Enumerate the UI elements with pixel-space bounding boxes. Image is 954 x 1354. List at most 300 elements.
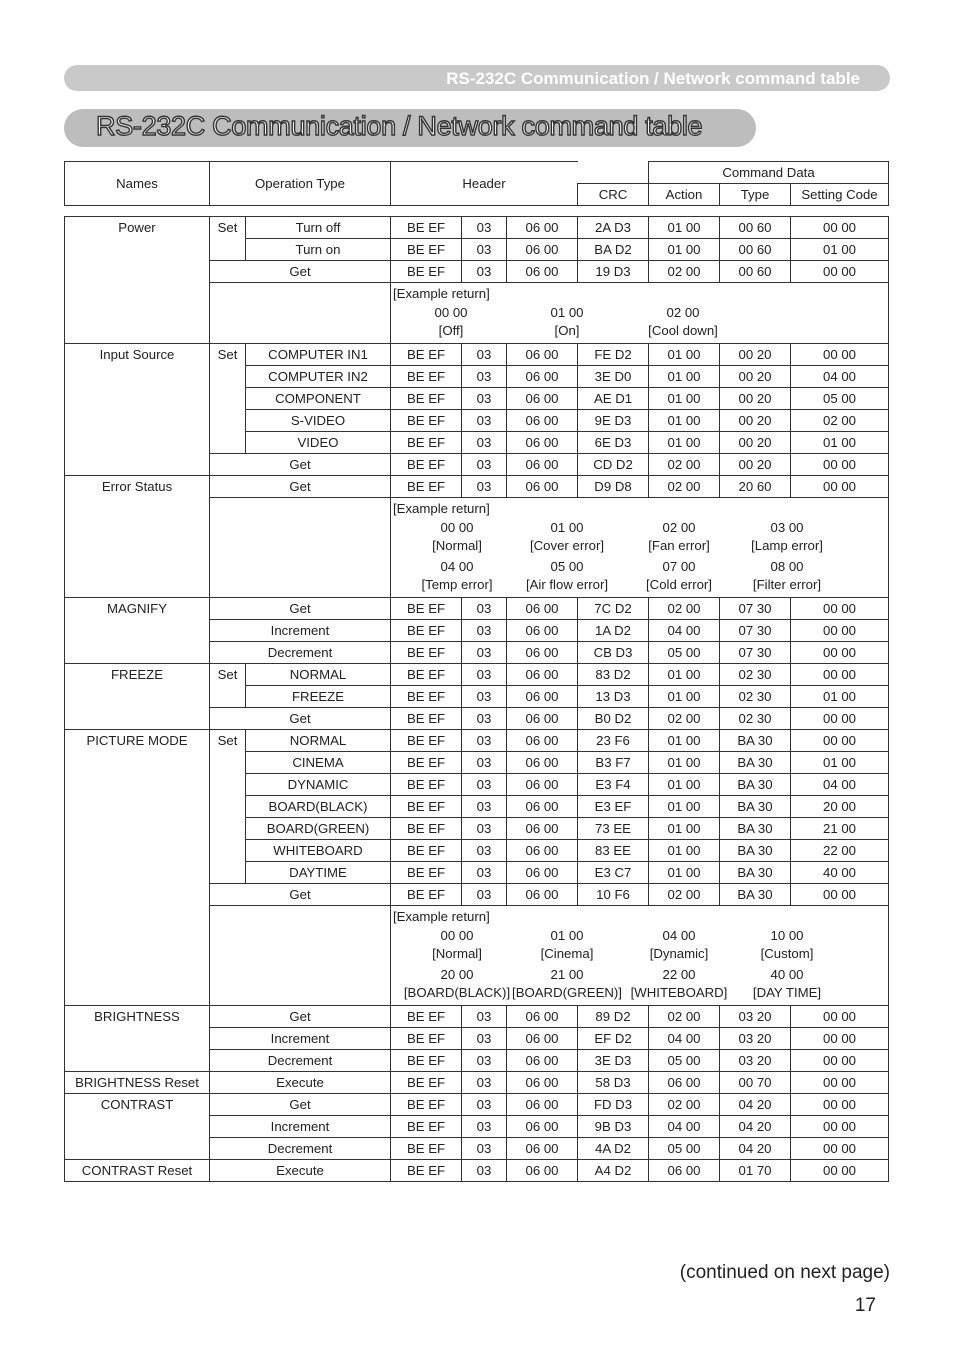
operation-label: DAYTIME — [246, 862, 391, 884]
setting-code-value: 00 00 — [791, 1116, 889, 1138]
header-byte: 03 — [462, 1072, 507, 1094]
crc-value: E3 F4 — [578, 774, 649, 796]
set-label: Set — [210, 664, 246, 708]
example-desc: [BOARD(GREEN)] — [512, 985, 622, 1000]
example-code: 00 00 — [440, 520, 474, 535]
type-value: 00 60 — [720, 261, 791, 283]
type-value: BA 30 — [720, 796, 791, 818]
example-desc: [Temp error] — [421, 577, 493, 592]
example-code: 00 00 — [440, 928, 474, 943]
header-byte: 03 — [462, 840, 507, 862]
header-byte: BE EF — [391, 840, 462, 862]
example-return-item — [717, 519, 857, 555]
header-byte: 06 00 — [507, 1006, 578, 1028]
col-setting-code: Setting Code — [791, 184, 889, 206]
type-value: 00 60 — [720, 239, 791, 261]
type-value: BA 30 — [720, 818, 791, 840]
action-value: 04 00 — [649, 1028, 720, 1050]
operation-label: Get — [210, 1094, 391, 1116]
header-byte: 06 00 — [507, 1050, 578, 1072]
example-code: 21 00 — [550, 967, 584, 982]
header-byte: 06 00 — [507, 217, 578, 239]
example-code: 22 00 — [662, 967, 696, 982]
header-byte: 06 00 — [507, 818, 578, 840]
header-byte: 03 — [462, 708, 507, 730]
setting-code-value: 01 00 — [791, 432, 889, 454]
header-byte: 06 00 — [507, 730, 578, 752]
header-byte: 06 00 — [507, 388, 578, 410]
type-value: 03 20 — [720, 1006, 791, 1028]
action-value: 02 00 — [649, 598, 720, 620]
type-value: 00 60 — [720, 217, 791, 239]
operation-label: Get — [210, 454, 391, 476]
header-byte: 03 — [462, 818, 507, 840]
header-byte: BE EF — [391, 1160, 462, 1182]
header-byte: BE EF — [391, 454, 462, 476]
setting-code-value: 40 00 — [791, 862, 889, 884]
operation-label: Increment — [210, 1028, 391, 1050]
action-value: 04 00 — [649, 1116, 720, 1138]
table-row — [65, 1094, 889, 1116]
page-title: RS-232C Communication / Network command table — [96, 111, 703, 141]
setting-code-value: 00 00 — [791, 261, 889, 283]
type-value: 20 60 — [720, 476, 791, 498]
example-desc: [Cover error] — [529, 538, 604, 553]
operation-label: Execute — [210, 1160, 391, 1182]
example-return-item — [717, 558, 857, 594]
type-value: BA 30 — [720, 862, 791, 884]
setting-code-value: 00 00 — [791, 708, 889, 730]
example-code: 08 00 — [770, 559, 804, 574]
col-action: Action — [649, 184, 720, 206]
crc-value: 4A D2 — [578, 1138, 649, 1160]
example-desc: [Custom] — [760, 946, 814, 961]
action-value: 01 00 — [649, 388, 720, 410]
header-byte: 03 — [462, 774, 507, 796]
header-byte: BE EF — [391, 620, 462, 642]
header-byte: 06 00 — [507, 476, 578, 498]
header-byte: BE EF — [391, 366, 462, 388]
header-byte: BE EF — [391, 217, 462, 239]
header-byte: 03 — [462, 1138, 507, 1160]
type-value: 07 30 — [720, 620, 791, 642]
type-value: BA 30 — [720, 774, 791, 796]
action-value: 02 00 — [649, 1094, 720, 1116]
header-byte: BE EF — [391, 1006, 462, 1028]
example-return-item — [717, 927, 857, 963]
crc-value: BA D2 — [578, 239, 649, 261]
crc-value: D9 D8 — [578, 476, 649, 498]
header-byte: 06 00 — [507, 366, 578, 388]
example-desc: [Off] — [438, 323, 464, 338]
header-byte: 03 — [462, 1006, 507, 1028]
operation-label: VIDEO — [246, 432, 391, 454]
command-name: MAGNIFY — [65, 598, 210, 664]
setting-code-value: 04 00 — [791, 366, 889, 388]
setting-code-value: 01 00 — [791, 239, 889, 261]
operation-label: Get — [210, 708, 391, 730]
header-byte: 06 00 — [507, 344, 578, 366]
operation-label: Get — [210, 598, 391, 620]
header-byte: BE EF — [391, 730, 462, 752]
action-value: 02 00 — [649, 476, 720, 498]
example-code: 20 00 — [440, 967, 474, 982]
action-value: 01 00 — [649, 410, 720, 432]
operation-label: Get — [210, 1006, 391, 1028]
setting-code-value: 20 00 — [791, 796, 889, 818]
header-byte: 06 00 — [507, 1160, 578, 1182]
command-name: Input Source — [65, 344, 210, 476]
example-desc: [DAY TIME] — [752, 985, 822, 1000]
command-table — [64, 216, 889, 1182]
example-return — [391, 906, 889, 1006]
header-byte: 03 — [462, 686, 507, 708]
crc-value: FD D3 — [578, 1094, 649, 1116]
header-byte: 03 — [462, 752, 507, 774]
operation-label: Increment — [210, 1116, 391, 1138]
header-byte: 06 00 — [507, 862, 578, 884]
crc-value: E3 C7 — [578, 862, 649, 884]
crc-value: 73 EE — [578, 818, 649, 840]
type-value: 02 30 — [720, 664, 791, 686]
example-desc: [Normal] — [432, 946, 482, 961]
header-byte: BE EF — [391, 1116, 462, 1138]
header-byte: 06 00 — [507, 410, 578, 432]
command-name: Error Status — [65, 476, 210, 598]
header-byte: BE EF — [391, 884, 462, 906]
table-row — [65, 476, 889, 498]
header-byte: BE EF — [391, 410, 462, 432]
table-row — [65, 730, 889, 752]
type-value: 02 30 — [720, 708, 791, 730]
crc-value: 10 F6 — [578, 884, 649, 906]
header-byte: 06 00 — [507, 598, 578, 620]
command-name: BRIGHTNESS Reset — [65, 1072, 210, 1094]
operation-label: Decrement — [210, 1050, 391, 1072]
setting-code-value: 00 00 — [791, 1050, 889, 1072]
operation-label: CINEMA — [246, 752, 391, 774]
setting-code-value: 01 00 — [791, 686, 889, 708]
header-byte: 06 00 — [507, 708, 578, 730]
header-byte: BE EF — [391, 1028, 462, 1050]
header-byte: 03 — [462, 1116, 507, 1138]
header-byte: BE EF — [391, 261, 462, 283]
set-label: Set — [210, 344, 246, 454]
col-crc: CRC — [578, 184, 649, 206]
header-byte: 03 — [462, 664, 507, 686]
type-value: 03 20 — [720, 1028, 791, 1050]
header-byte: 06 00 — [507, 774, 578, 796]
header-byte: BE EF — [391, 1094, 462, 1116]
example-desc: [Filter error] — [752, 577, 822, 592]
operation-label: Decrement — [210, 1138, 391, 1160]
blank-cell — [210, 283, 391, 344]
type-value: BA 30 — [720, 730, 791, 752]
header-byte: 03 — [462, 884, 507, 906]
action-value: 02 00 — [649, 708, 720, 730]
header-byte: BE EF — [391, 344, 462, 366]
setting-code-value: 00 00 — [791, 1138, 889, 1160]
setting-code-value: 00 00 — [791, 344, 889, 366]
table-row — [65, 1006, 889, 1028]
setting-code-value: 02 00 — [791, 410, 889, 432]
setting-code-value: 00 00 — [791, 620, 889, 642]
type-value: 00 20 — [720, 344, 791, 366]
header-byte: 06 00 — [507, 432, 578, 454]
action-value: 01 00 — [649, 862, 720, 884]
header-byte: 06 00 — [507, 884, 578, 906]
header-byte: BE EF — [391, 774, 462, 796]
crc-value: 19 D3 — [578, 261, 649, 283]
crc-value: 2A D3 — [578, 217, 649, 239]
page-title-bar — [64, 109, 756, 147]
example-desc: [Fan error] — [648, 538, 710, 553]
setting-code-value: 00 00 — [791, 598, 889, 620]
crc-value: 7C D2 — [578, 598, 649, 620]
col-operation-type: Operation Type — [210, 162, 391, 206]
crc-value: A4 D2 — [578, 1160, 649, 1182]
operation-label: BOARD(BLACK) — [246, 796, 391, 818]
set-label: Set — [210, 217, 246, 261]
type-value: 00 20 — [720, 388, 791, 410]
type-value: 07 30 — [720, 598, 791, 620]
header-byte: 06 00 — [507, 1138, 578, 1160]
header-byte: 03 — [462, 730, 507, 752]
action-value: 04 00 — [649, 620, 720, 642]
example-desc: [Cinema] — [540, 946, 594, 961]
action-value: 01 00 — [649, 796, 720, 818]
header-byte: 03 — [462, 642, 507, 664]
example-desc: [Lamp error] — [751, 538, 823, 553]
type-value: 04 20 — [720, 1116, 791, 1138]
col-command-data: Command Data — [649, 162, 889, 184]
header-byte: 03 — [462, 261, 507, 283]
operation-label: COMPUTER IN2 — [246, 366, 391, 388]
page-number: 17 — [854, 1295, 876, 1316]
header-band-text: RS-232C Communication / Network command table — [446, 69, 860, 88]
header-byte: 03 — [462, 620, 507, 642]
crc-value: 6E D3 — [578, 432, 649, 454]
header-byte: BE EF — [391, 1072, 462, 1094]
action-value: 02 00 — [649, 1006, 720, 1028]
type-value: 04 20 — [720, 1094, 791, 1116]
action-value: 01 00 — [649, 818, 720, 840]
action-value: 01 00 — [649, 432, 720, 454]
operation-label: COMPUTER IN1 — [246, 344, 391, 366]
setting-code-value: 21 00 — [791, 818, 889, 840]
operation-label: Turn off — [246, 217, 391, 239]
header-byte: BE EF — [391, 752, 462, 774]
setting-code-value: 00 00 — [791, 664, 889, 686]
operation-label: Get — [210, 476, 391, 498]
example-code: 01 00 — [550, 928, 584, 943]
setting-code-value: 00 00 — [791, 1072, 889, 1094]
type-value: 03 20 — [720, 1050, 791, 1072]
table-row — [65, 344, 889, 366]
action-value: 02 00 — [649, 261, 720, 283]
crc-value: 3E D0 — [578, 366, 649, 388]
crc-value: E3 EF — [578, 796, 649, 818]
action-value: 01 00 — [649, 686, 720, 708]
blank-cell — [210, 498, 391, 598]
header-byte: BE EF — [391, 388, 462, 410]
operation-label: Get — [210, 884, 391, 906]
header-byte: 03 — [462, 1050, 507, 1072]
header-byte: 06 00 — [507, 752, 578, 774]
type-value: 00 20 — [720, 454, 791, 476]
example-return-label: [Example return] — [393, 909, 490, 924]
example-desc: [On] — [554, 323, 580, 338]
command-name: CONTRAST Reset — [65, 1160, 210, 1182]
header-byte: 06 00 — [507, 1072, 578, 1094]
setting-code-value: 00 00 — [791, 884, 889, 906]
header-band — [64, 65, 890, 91]
header-byte: 06 00 — [507, 1094, 578, 1116]
example-code: 07 00 — [662, 559, 696, 574]
table-row — [65, 1072, 889, 1094]
type-value: BA 30 — [720, 752, 791, 774]
action-value: 02 00 — [649, 884, 720, 906]
crc-value: 9E D3 — [578, 410, 649, 432]
table-row — [65, 217, 889, 239]
crc-value: 83 D2 — [578, 664, 649, 686]
header-byte: 03 — [462, 454, 507, 476]
operation-label: Decrement — [210, 642, 391, 664]
setting-code-value: 00 00 — [791, 217, 889, 239]
example-desc: [Cold error] — [646, 577, 712, 592]
header-byte: BE EF — [391, 862, 462, 884]
crc-value: CD D2 — [578, 454, 649, 476]
header-byte: 03 — [462, 1160, 507, 1182]
type-value: 00 20 — [720, 410, 791, 432]
type-value: 00 20 — [720, 432, 791, 454]
command-name: BRIGHTNESS — [65, 1006, 210, 1072]
action-value: 01 00 — [649, 366, 720, 388]
type-value: 01 70 — [720, 1160, 791, 1182]
crc-value: AE D1 — [578, 388, 649, 410]
command-name: Power — [65, 217, 210, 344]
example-desc: [BOARD(BLACK)] — [403, 985, 511, 1000]
setting-code-value: 00 00 — [791, 1094, 889, 1116]
header-byte: BE EF — [391, 432, 462, 454]
example-return-label: [Example return] — [393, 501, 490, 516]
example-return — [391, 283, 889, 344]
example-return-item — [717, 966, 857, 1002]
header-byte: 06 00 — [507, 840, 578, 862]
type-value: 04 20 — [720, 1138, 791, 1160]
col-type: Type — [720, 184, 791, 206]
example-code: 10 00 — [770, 928, 804, 943]
operation-label: Execute — [210, 1072, 391, 1094]
header-byte: 03 — [462, 796, 507, 818]
operation-label: Turn on — [246, 239, 391, 261]
operation-label: COMPONENT — [246, 388, 391, 410]
header-byte: 06 00 — [507, 239, 578, 261]
header-byte: 03 — [462, 388, 507, 410]
example-desc: [Dynamic] — [649, 946, 709, 961]
header-byte: 06 00 — [507, 796, 578, 818]
header-byte: BE EF — [391, 239, 462, 261]
header-byte: 03 — [462, 217, 507, 239]
type-value: BA 30 — [720, 884, 791, 906]
crc-value: 83 EE — [578, 840, 649, 862]
header-byte: 06 00 — [507, 1116, 578, 1138]
header-byte: 06 00 — [507, 261, 578, 283]
example-code: 40 00 — [770, 967, 804, 982]
header-byte: BE EF — [391, 1050, 462, 1072]
table-row — [65, 598, 889, 620]
header-byte: 03 — [462, 1028, 507, 1050]
continued-note: (continued on next page) — [679, 1262, 890, 1283]
setting-code-value: 00 00 — [791, 730, 889, 752]
example-code: 00 00 — [434, 305, 468, 320]
operation-label: BOARD(GREEN) — [246, 818, 391, 840]
crc-value: B0 D2 — [578, 708, 649, 730]
crc-value: 1A D2 — [578, 620, 649, 642]
header-byte: 06 00 — [507, 1028, 578, 1050]
header-byte: BE EF — [391, 664, 462, 686]
header-byte: 03 — [462, 1094, 507, 1116]
setting-code-value: 00 00 — [791, 476, 889, 498]
table-row — [65, 664, 889, 686]
crc-value: 23 F6 — [578, 730, 649, 752]
column-header-table — [64, 161, 889, 206]
example-code: 02 00 — [666, 305, 700, 320]
header-byte: BE EF — [391, 686, 462, 708]
header-byte: 03 — [462, 598, 507, 620]
action-value: 05 00 — [649, 1050, 720, 1072]
example-code: 01 00 — [550, 305, 584, 320]
setting-code-value: 00 00 — [791, 1028, 889, 1050]
command-name: PICTURE MODE — [65, 730, 210, 1006]
header-byte: BE EF — [391, 708, 462, 730]
crc-value: B3 F7 — [578, 752, 649, 774]
header-byte: 06 00 — [507, 642, 578, 664]
crc-value: 89 D2 — [578, 1006, 649, 1028]
example-code: 04 00 — [440, 559, 474, 574]
operation-label: NORMAL — [246, 664, 391, 686]
example-code: 03 00 — [770, 520, 804, 535]
setting-code-value: 00 00 — [791, 642, 889, 664]
action-value: 01 00 — [649, 730, 720, 752]
action-value: 05 00 — [649, 1138, 720, 1160]
header-byte: BE EF — [391, 598, 462, 620]
header-byte: 03 — [462, 410, 507, 432]
setting-code-value: 00 00 — [791, 1160, 889, 1182]
operation-label: FREEZE — [246, 686, 391, 708]
example-return — [391, 498, 889, 598]
action-value: 02 00 — [649, 454, 720, 476]
action-value: 01 00 — [649, 664, 720, 686]
col-names: Names — [65, 162, 210, 206]
header-byte: 06 00 — [507, 664, 578, 686]
header-byte: BE EF — [391, 476, 462, 498]
header-byte: BE EF — [391, 796, 462, 818]
operation-label: Increment — [210, 620, 391, 642]
crc-value: FE D2 — [578, 344, 649, 366]
header-byte: 06 00 — [507, 620, 578, 642]
set-label: Set — [210, 730, 246, 884]
header-byte: BE EF — [391, 642, 462, 664]
action-value: 06 00 — [649, 1160, 720, 1182]
setting-code-value: 01 00 — [791, 752, 889, 774]
example-return-item — [613, 304, 753, 340]
crc-value: 3E D3 — [578, 1050, 649, 1072]
example-desc: [Cool down] — [648, 323, 718, 338]
type-value: 02 30 — [720, 686, 791, 708]
type-value: 00 70 — [720, 1072, 791, 1094]
action-value: 01 00 — [649, 217, 720, 239]
